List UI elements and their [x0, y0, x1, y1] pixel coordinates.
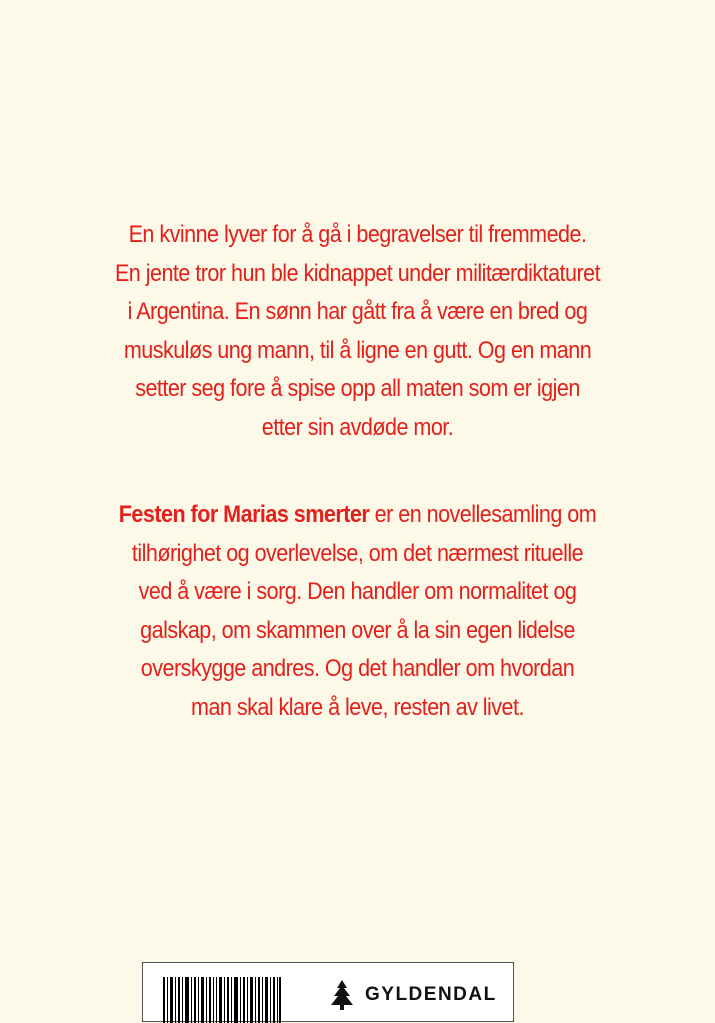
blurb-paragraph-2 [78, 496, 637, 728]
publisher-name: GYLDENDAL [365, 984, 497, 1005]
blurb-paragraph-1 [78, 216, 637, 448]
blurb-line: En jente tror hun ble kidnappet under militærdiktaturet [114, 259, 601, 287]
tree-icon [329, 980, 355, 1010]
blurb-line: En kvinne lyver for å gå i begravelser til fremmede. [128, 221, 587, 248]
blurb-line: ved å være i sorg. Den handler om normalitet og [138, 578, 577, 606]
blurb-line: muskuløs ung mann, til å ligne en gutt. Og en mann [123, 336, 592, 364]
blurb-line: overskygge andres. Og det handler om hvordan [140, 655, 575, 683]
barcode [163, 977, 281, 1023]
blurb-line: i Argentina. En sønn har gått fra å være en bred og [127, 298, 588, 326]
blurb-line: man skal klare å leve, resten av livet. [191, 693, 524, 721]
blurb-line-with-title [78, 496, 637, 535]
barcode-panel [142, 962, 514, 1022]
publisher-logo [329, 980, 497, 1010]
blurb-line: setter seg fore å spise opp all maten som er igjen [135, 375, 580, 403]
blurb-line: galskap, om skammen over å la sin egen lidelse [140, 616, 575, 644]
blurb-text: er en novellesamling om [369, 501, 597, 528]
blurb-line: etter sin avdøde mor. [261, 413, 454, 441]
book-title: Festen for Marias smerter [118, 501, 370, 528]
blurb-line: tilhørighet og overlevelse, om det nærmest rituelle [131, 539, 584, 567]
